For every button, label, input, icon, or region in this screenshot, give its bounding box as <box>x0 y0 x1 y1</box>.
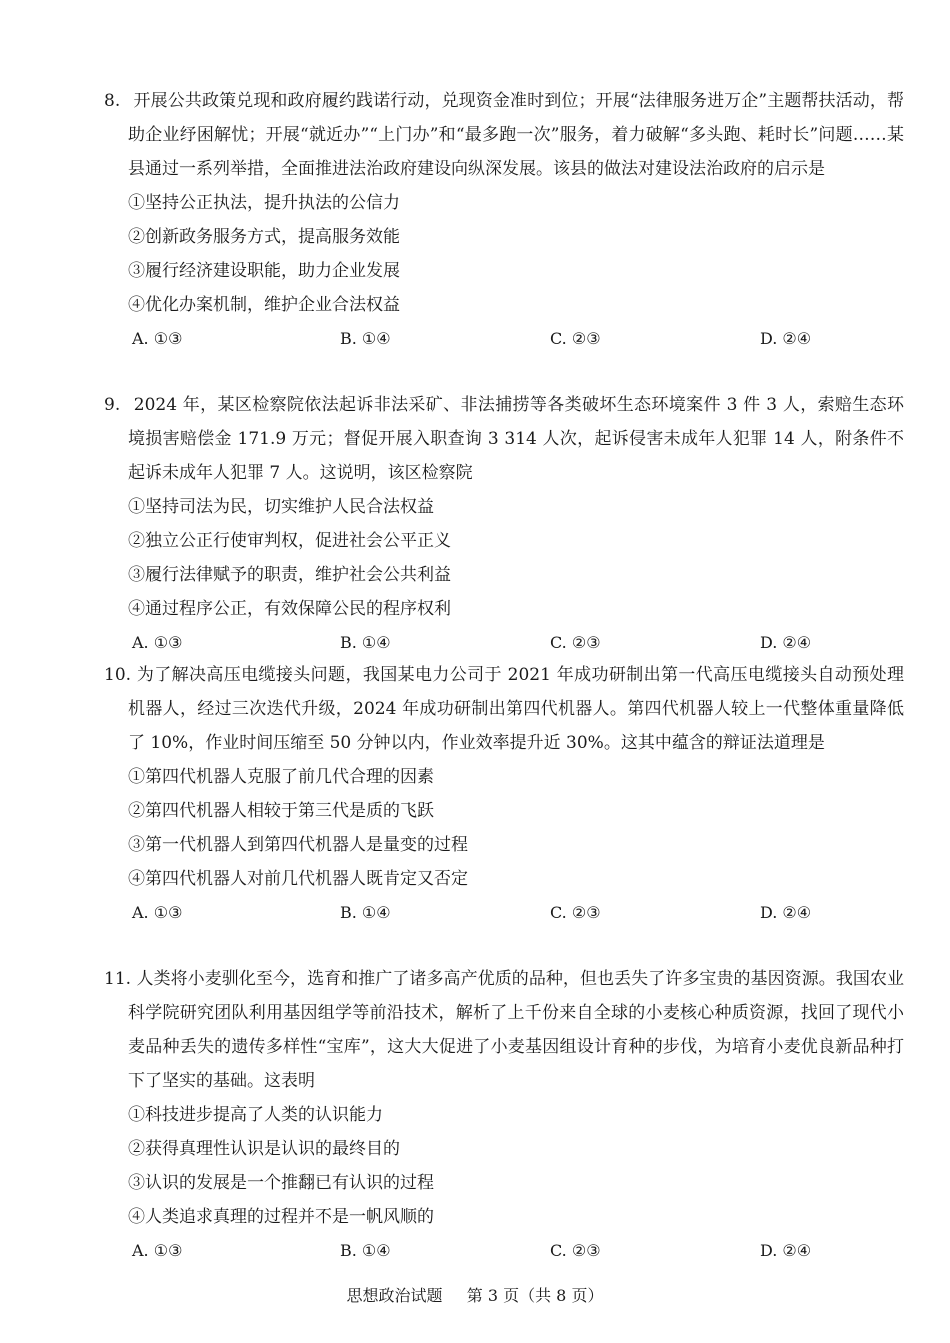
statement: ②创新政务服务方式，提高服务效能 <box>128 227 400 247</box>
answer-options <box>104 896 904 930</box>
statement: ③履行经济建设职能，助力企业发展 <box>128 261 400 281</box>
question-stem <box>104 962 904 1098</box>
answer-options <box>104 626 904 660</box>
question-number: 8. <box>104 91 121 111</box>
question-11 <box>104 962 904 1268</box>
option-d: D. ②④ <box>760 329 812 348</box>
option-d: D. ②④ <box>760 903 812 922</box>
option-b: B. ①④ <box>340 329 391 348</box>
question-text: 开展公共政策兑现和政府履约践诺行动，兑现资金准时到位；开展“法律服务进万企”主题帮扶活动，帮助企业纾困解忧；开展“就近办”“上门办”和“最多跑一次”服务，着力破解“多头跑、耗时长”问题……某县通过一系列举措，全面推进法治政府建设向纵深发展。该县的做法对建设法治政府的启示是 <box>128 91 905 179</box>
statement: ④通过程序公正，有效保障公民的程序权利 <box>128 599 451 619</box>
question-8 <box>104 84 904 356</box>
question-stem <box>104 84 904 186</box>
question-text: 人类将小麦驯化至今，选育和推广了诸多高产优质的品种，但也丢失了许多宝贵的基因资源。我国农业科学院研究团队利用基因组学等前沿技术，解析了上千份来自全球的小麦核心种质资源，找回了现代小麦品种丢失的遗传多样性“宝库”，这大大促进了小麦基因组设计育种的步伐，为培育小麦优良新品种打下了坚实的基础。这表明 <box>128 969 905 1091</box>
statement: ③认识的发展是一个推翻已有认识的过程 <box>128 1173 434 1193</box>
question-stem <box>104 388 904 490</box>
statement: ①科技进步提高了人类的认识能力 <box>128 1105 383 1125</box>
question-text: 为了解决高压电缆接头问题，我国某电力公司于 2021 年成功研制出第一代高压电缆接头自动预处理机器人，经过三次迭代升级，2024 年成功研制出第四代机器人。第四代机器人较上一代整体重量降低了 10%，作业时间压缩至 50 分钟以内，作业效率提升近 30%。这其中蕴含的辩证法道理是 <box>128 665 904 753</box>
page-footer <box>0 1284 950 1308</box>
statement: ④第四代机器人对前几代机器人既肯定又否定 <box>128 869 468 889</box>
answer-options <box>104 322 904 356</box>
option-a: A. ①③ <box>132 1241 183 1260</box>
question-number: 10. <box>104 665 132 685</box>
statement: ①坚持司法为民，切实维护人民合法权益 <box>128 497 434 517</box>
page-number: 第 3 页（共 8 页） <box>466 1286 604 1305</box>
statement: ②第四代机器人相较于第三代是质的飞跃 <box>128 801 434 821</box>
option-c: C. ②③ <box>550 1241 601 1260</box>
statement: ④人类追求真理的过程并不是一帆风顺的 <box>128 1207 434 1227</box>
option-d: D. ②④ <box>760 1241 812 1260</box>
option-b: B. ①④ <box>340 903 391 922</box>
option-b: B. ①④ <box>340 1241 391 1260</box>
statement: ①坚持公正执法，提升执法的公信力 <box>128 193 400 213</box>
option-c: C. ②③ <box>550 903 601 922</box>
question-number: 11. <box>104 969 132 989</box>
question-number: 9. <box>104 395 121 415</box>
statement: ④优化办案机制，维护企业合法权益 <box>128 295 400 315</box>
statement: ①第四代机器人克服了前几代合理的因素 <box>128 767 434 787</box>
option-a: A. ①③ <box>132 903 183 922</box>
option-b: B. ①④ <box>340 633 391 652</box>
question-9 <box>104 388 904 660</box>
question-text: 2024 年，某区检察院依法起诉非法采矿、非法捕捞等各类破坏生态环境案件 3 件 3 人，索赔生态环境损害赔偿金 171.9 万元；督促开展入职查询 3 314 人次，起诉侵害未成年人犯罪 14 人，附条件不起诉未成年人犯罪 7 人。这说明，该区检察院 <box>128 395 904 483</box>
answer-options <box>104 1234 904 1268</box>
option-d: D. ②④ <box>760 633 812 652</box>
option-a: A. ①③ <box>132 329 183 348</box>
option-c: C. ②③ <box>550 633 601 652</box>
option-c: C. ②③ <box>550 329 601 348</box>
question-stem <box>104 658 904 760</box>
option-a: A. ①③ <box>132 633 183 652</box>
question-10 <box>104 658 904 930</box>
statement: ②独立公正行使审判权，促进社会公平正义 <box>128 531 451 551</box>
subject-title: 思想政治试题 <box>346 1286 443 1305</box>
statement: ③履行法律赋予的职责，维护社会公共利益 <box>128 565 451 585</box>
statement: ③第一代机器人到第四代机器人是量变的过程 <box>128 835 468 855</box>
statement: ②获得真理性认识是认识的最终目的 <box>128 1139 400 1159</box>
